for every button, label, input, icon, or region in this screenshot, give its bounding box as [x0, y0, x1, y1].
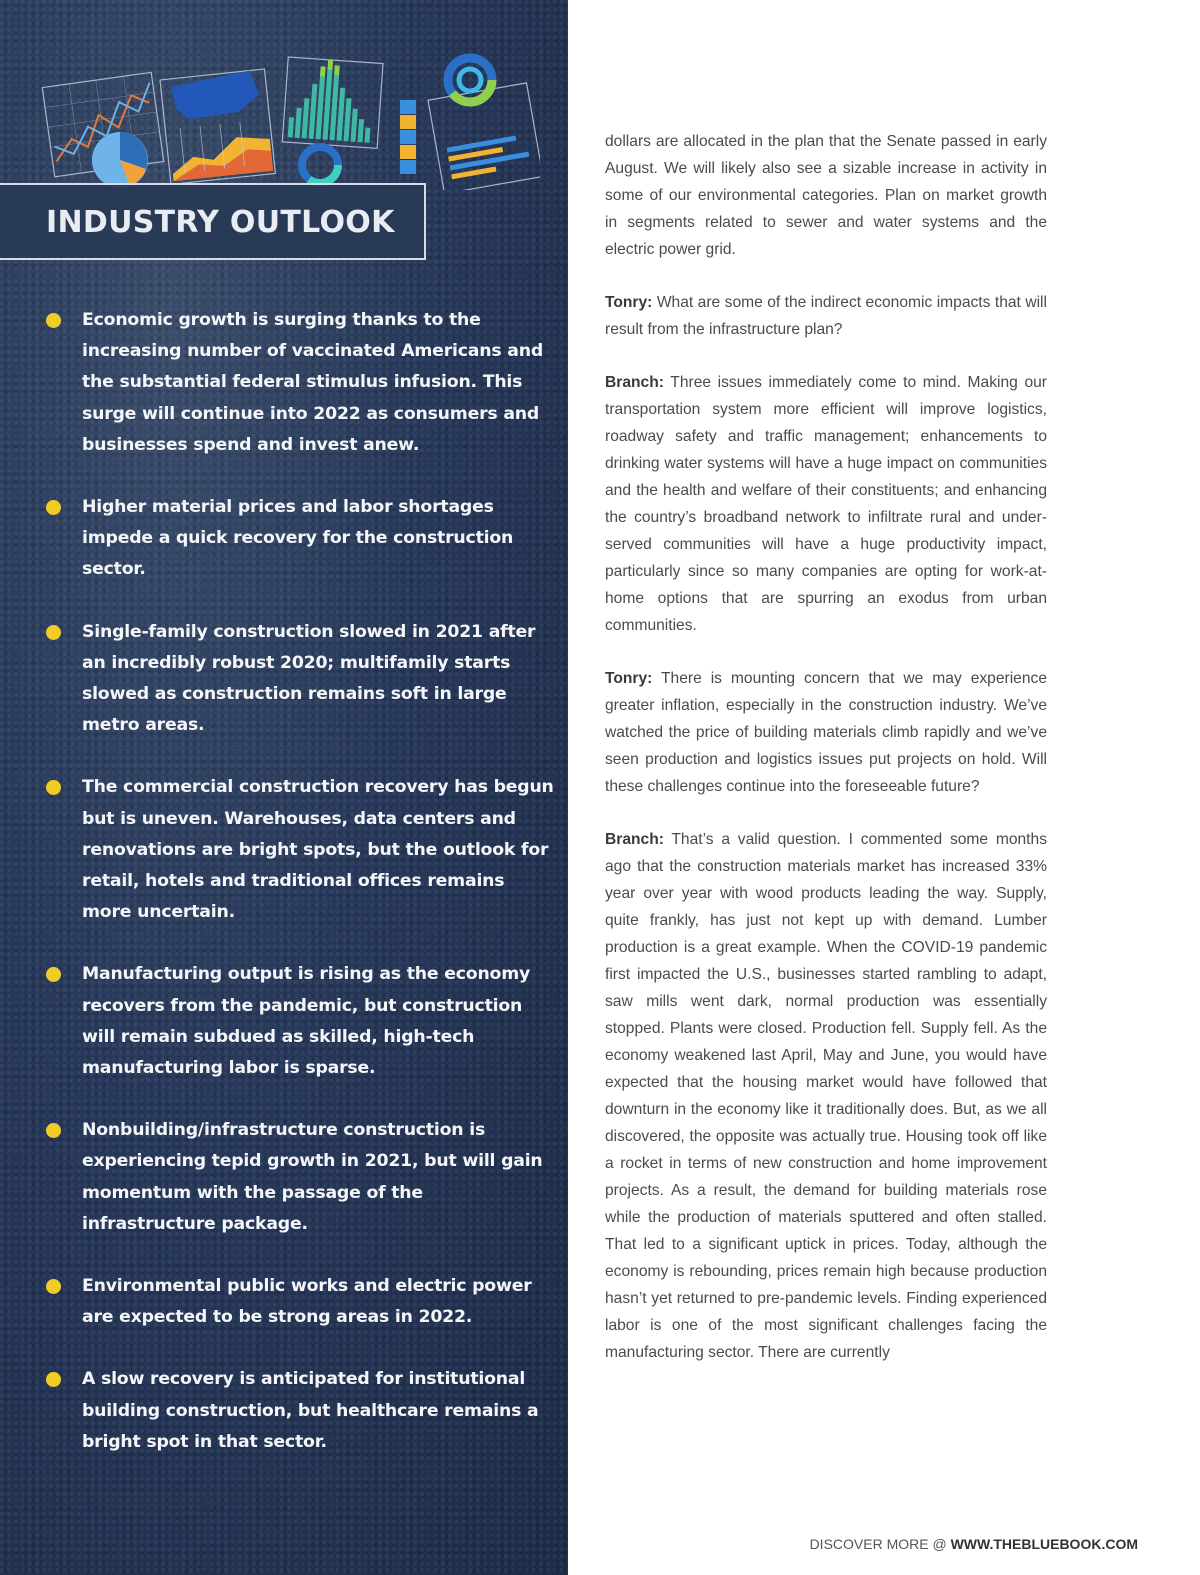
bullet-text: Single-family construction slowed in 2021 after an incredibly robust 2020; multifamily starts slowed as construction remains soft in large metro areas.	[82, 621, 536, 736]
paragraph-text: What are some of the indirect economic impacts that will result from the infrastructure plan?	[605, 294, 1047, 338]
list-item	[44, 772, 554, 928]
footer-discover-more	[810, 1536, 1138, 1552]
article-paragraph	[605, 369, 1047, 639]
bullet-dot-icon	[46, 500, 61, 515]
section-title-box	[0, 183, 426, 260]
footer-prefix: DISCOVER MORE @	[809, 1536, 951, 1552]
bullet-text: The commercial construction recovery has begun but is uneven. Warehouses, data centers and renovations are bright spots, but the outlook for retail, hotels and traditional offices remains more uncertain.	[82, 777, 554, 923]
bullet-dot-icon	[46, 313, 61, 328]
list-item	[44, 617, 554, 742]
bullet-dot-icon	[46, 1279, 61, 1294]
article-paragraph	[605, 289, 1047, 343]
bullet-text: Higher material prices and labor shortages impede a quick recovery for the construction sector.	[82, 497, 514, 580]
bullet-dot-icon	[46, 1372, 61, 1387]
bullet-dot-icon	[46, 967, 61, 982]
bullet-dot-icon	[46, 780, 61, 795]
bullet-text: A slow recovery is anticipated for institutional building construction, but healthcare remains a bright spot in that sector.	[82, 1369, 539, 1452]
bullet-dot-icon	[46, 1123, 61, 1138]
paragraph-text: There is mounting concern that we may experience greater inflation, especially in the construction industry. We’ve watched the price of building materials climb rapidly and we’ve seen production and logistics issues put projects on hold. Will these challenges continue into the foreseeable future?	[605, 670, 1047, 795]
bullet-text: Environmental public works and electric power are expected to be strong areas in 2022.	[82, 1276, 532, 1328]
list-item	[44, 1271, 554, 1333]
sidebar-panel	[0, 0, 568, 1575]
bullet-text: Manufacturing output is rising as the economy recovers from the pandemic, but construction will remain subdued as skilled, high-tech manufacturing labor is sparse.	[82, 964, 531, 1079]
list-item	[44, 305, 554, 461]
speaker-name: Branch:	[605, 374, 664, 391]
footer-website-link[interactable]: WWW.THEBLUEBOOK.COM	[950, 1536, 1138, 1552]
outlook-bullet-list	[44, 305, 554, 1489]
speaker-name: Tonry:	[605, 294, 653, 311]
speaker-name: Branch:	[605, 831, 664, 848]
list-item	[44, 959, 554, 1084]
list-item	[44, 492, 554, 586]
speaker-name: Tonry:	[605, 670, 653, 687]
interview-article	[605, 128, 1047, 1392]
section-title: INDUSTRY OUTLOOK	[46, 205, 395, 240]
paragraph-text: dollars are allocated in the plan that the Senate passed in early August. We will likely also see a sizable increase in activity in some of our environmental categories. Plan on market growth in segments related to sewer and water systems and the electric power grid.	[605, 133, 1047, 258]
list-item	[44, 1115, 554, 1240]
bullet-dot-icon	[46, 625, 61, 640]
paragraph-text: Three issues immediately come to mind. Making our transportation system more efficient will improve logistics, roadway safety and traffic management; enhancements to drinking water systems will have a huge impact on communities and the health and welfare of their constituents; and enhancing the country’s broadband network to infiltrate rural and under-served communities will have a huge productivity impact, particularly since so many companies are opting for work-at-home options that are spurring an exodus from urban communities.	[605, 374, 1048, 634]
article-paragraph	[605, 826, 1047, 1366]
paragraph-text: That’s a valid question. I commented some months ago that the construction materials market has increased 33% year over year with wood products leading the way. Supply, quite frankly, has just not kept up with demand. Lumber production is a great example. When the COVID-19 pandemic first impacted the U.S., businesses started rambling to adapt, saw mills went dark, normal production was essentially stopped. Plants were closed. Production fell. Supply fell. As the economy weakened last April, May and June, you would have expected that the housing market would have followed that downturn in the economy like it traditionally does. But, as we all discovered, the opposite was actually true. Housing took off like a rocket in terms of new construction and home improvement projects. As a result, the demand for building materials rose while the production of materials sputtered and often stalled. That led to a significant uptick in prices. Today, although the economy is rebounding, prices remain high because production hasn’t yet returned to pre-pandemic levels. Finding experienced labor is one of the most significant challenges facing the manufacturing sector. There are currently	[605, 831, 1047, 1361]
bullet-text: Nonbuilding/infrastructure construction is experiencing tepid growth in 2021, but will gain momentum with the passage of the infrastructure package.	[82, 1120, 543, 1234]
bullet-text: Economic growth is surging thanks to the increasing number of vaccinated Americans and the substantial federal stimulus infusion. This surge will continue into 2022 as consumers and businesses spend and invest anew.	[82, 310, 543, 455]
article-paragraph	[605, 665, 1047, 800]
article-paragraph	[605, 128, 1047, 263]
business-charts-collage-icon	[40, 45, 540, 190]
list-item	[44, 1364, 554, 1458]
